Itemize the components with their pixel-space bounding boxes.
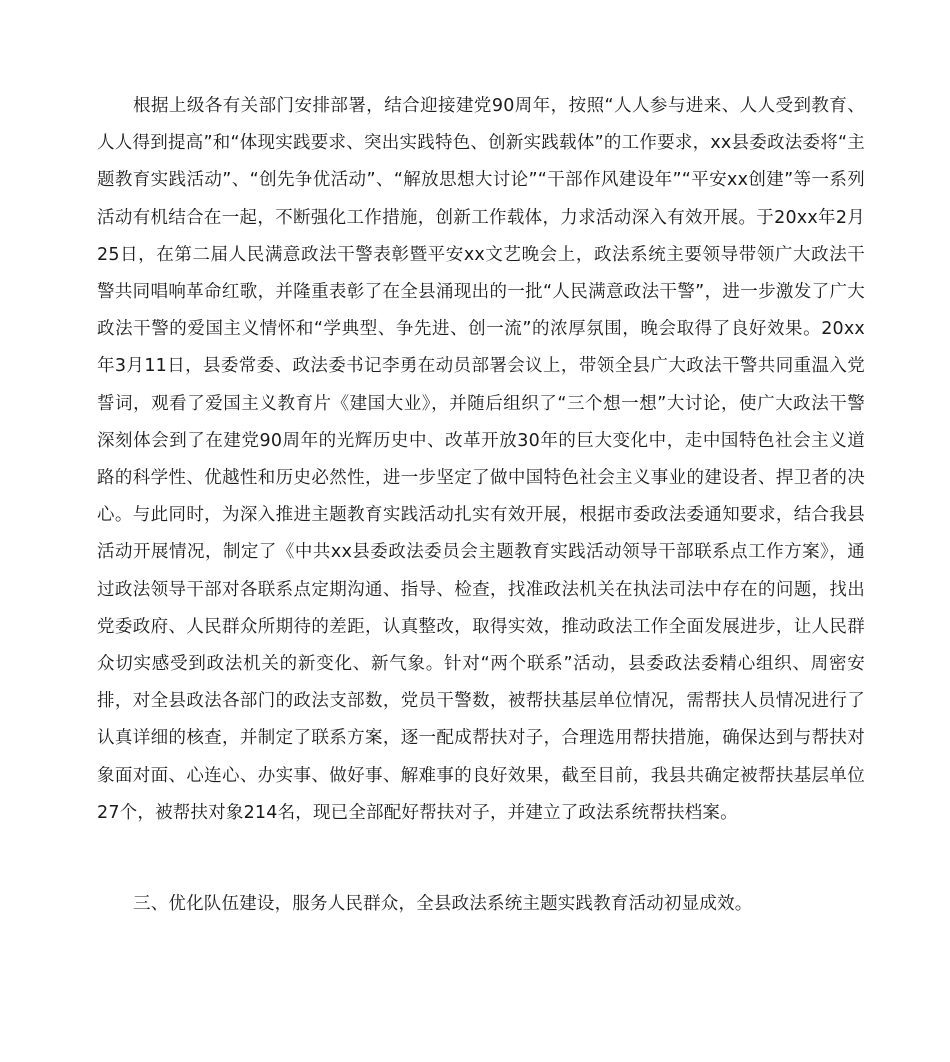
body-paragraph: 根据上级各有关部门安排部署，结合迎接建党90周年，按照“人人参与进来、人人受到教育、人人得到提高”和“体现实践要求、突出实践特色、创新实践载体”的工作要求，xx县委政法委将“主题教育实践活动”、“创先争优活动”、“解放思想大讨论”“干部作风建设年”“平安xx创建”等一系列活动有机结合在一起，不断强化工作措施，创新工作载体，力求活动深入有效开展。于20xx年2月25日，在第二届人民满意政法干警表彰暨平安xx文艺晚会上，政法系统主要领导带领广大政法干警共同唱响革命红歌，并隆重表彰了在全县涌现出的一批“人民满意政法干警”，进一步激发了广大政法干警的爱国主义情怀和“学典型、争先进、创一流”的浓厚氛围，晚会取得了良好效果。20xx年3月11日，县委常委、政法委书记李勇在动员部署会议上，带领全县广大政法干警共同重温入党誓词，观看了爱国主义教育片《建国大业》，并随后组织了“三个想一想”大讨论，使广大政法干警深刻体会到了在建党90周年的光辉历史中、改革开放30年的巨大变化中，走中国特色社会主义道路的科学性、优越性和历史必然性，进一步坚定了做中国特色社会主义事业的建设者、捍卫者的决心。与此同时，为深入推进主题教育实践活动扎实有效开展，根据市委政法委通知要求，结合我县活动开展情况，制定了《中共xx县委政法委员会主题教育实践活动领导干部联系点工作方案》，通过政法领导干部对各联系点定期沟通、指导、检查，找准政法机关在执法司法中存在的问题，找出党委政府、人民群众所期待的差距，认真整改，取得实效，推动政法工作全面发展进步，让人民群众切实感受到政法机关的新变化、新气象。针对“两个联系”活动，县委政法委精心组织、周密安排，对全县政法各部门的政法支部数，党员干警数，被帮扶基层单位情况，需帮扶人员情况进行了认真详细的核查，并制定了联系方案，逐一配成帮扶对子，合理选用帮扶措施，确保达到与帮扶对象面对面、心连心、办实事、做好事、解难事的良好效果，截至目前，我县共确定被帮扶基层单位27个，被帮扶对象214名，现已全部配好帮扶对子，并建立了政法系统帮扶档案。 <box>97 96 865 823</box>
section-heading-paragraph: 三、优化队伍建设，服务人民群众，全县政法系统主题实践教育活动初显成效。 <box>133 894 753 914</box>
